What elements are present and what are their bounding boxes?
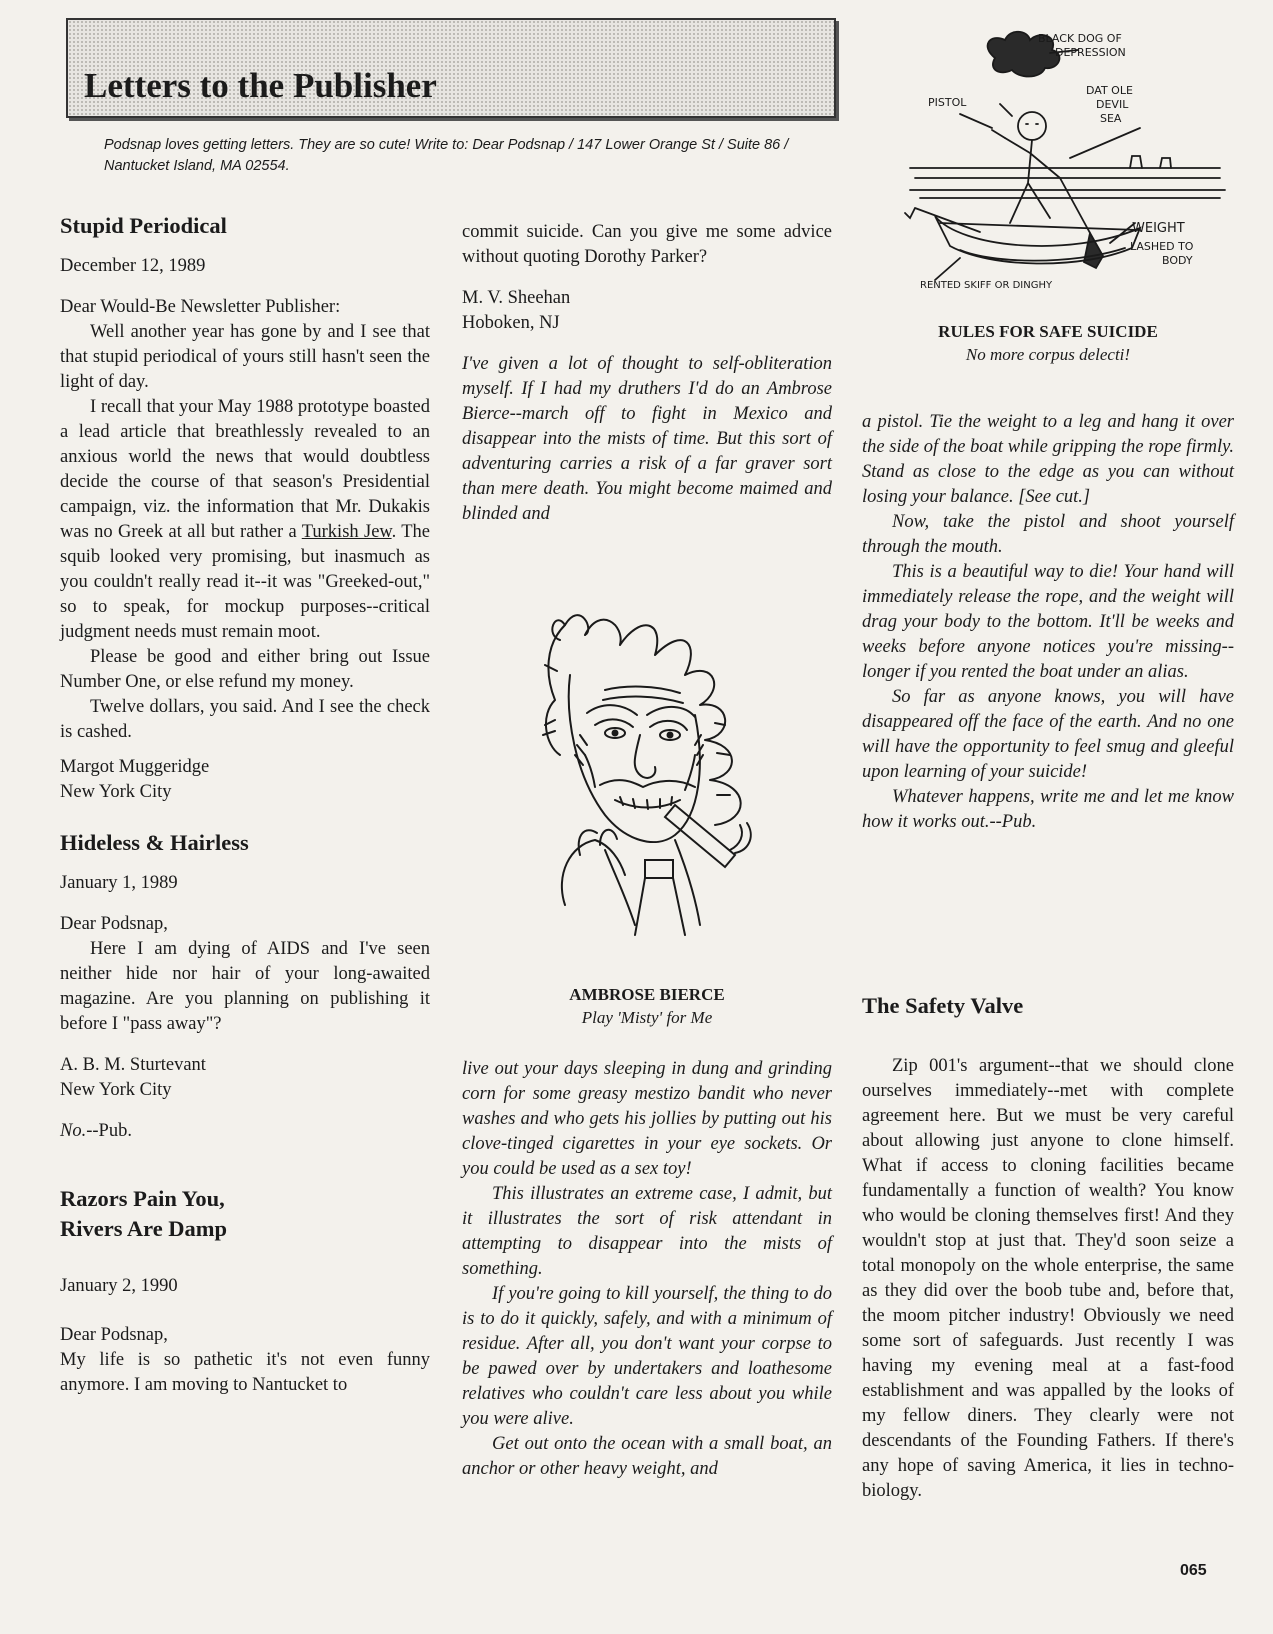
reply-p2: This illustrates an extreme case, I admit, but it illustrates the sort of risk attendant in attempting to disappear into the mists of something. (462, 1184, 832, 1279)
letter1-p1: Well another year has gone by and I see that that stupid periodical of yours still hasn't seen the light of day. (60, 322, 430, 392)
reply-p8: Whatever happens, write me and let me know how it works out.--Pub. (862, 787, 1234, 832)
letter1-p3: Please be good and either bring out Issue Number One, or else refund my money. (60, 647, 430, 692)
cartoon-label-dog-2: DEPRESSION (1055, 46, 1126, 59)
letter1-salutation: Dear Would-Be Newsletter Publisher: (60, 297, 341, 317)
cartoon-label-weight-2: LASHED TO (1130, 240, 1194, 253)
letter3-signature-name: M. V. Sheehan (462, 288, 571, 308)
cartoon-label-sea-1: DAT OLE (1086, 84, 1133, 97)
letter1-date: December 12, 1989 (60, 256, 206, 276)
cartoon-label-pistol: PISTOL (928, 96, 967, 109)
cartoon-label-weight-1: WEIGHT (1132, 221, 1185, 236)
reply-p4-continued: a pistol. Tie the weight to a leg and hang it over the side of the boat while gripping the rope firmly. Stand as close to the edge as you can without losing your balance. [See cut.] (862, 412, 1234, 507)
letter1-signature-name: Margot Muggeridge (60, 757, 210, 777)
letter2-p1: Here I am dying of AIDS and I've seen neither hide nor hair of your long-awaited magazine. Are you planning on publishing it before I "pass away"? (60, 939, 430, 1034)
underlined-phrase: Turkish Jew (301, 522, 392, 542)
cartoon-label-skiff: RENTED SKIFF OR DINGHY (920, 280, 1053, 291)
column-3 (862, 410, 1234, 835)
page-number: 065 (1180, 1562, 1207, 1579)
column-2-lower (462, 1057, 832, 1482)
reply-p4: Get out onto the ocean with a small boat, an anchor or other heavy weight, and (462, 1434, 832, 1479)
bierce-caption-subtitle: Play 'Misty' for Me (581, 1008, 713, 1027)
reply-p7: So far as anyone knows, you will have disappeared off the face of the earth. And no one will have the opportunity to feel smug and gleeful upon learning of your suicide! (862, 687, 1234, 782)
letter1-p2: I recall that your May 1988 prototype boasted a lead article that breathlessly revealed to an anxious world the news that would doubtless decide the course of that season's Presidential campaign, viz. the information that Mr. Dukakis was no Greek at all but rather a Turkish Jew. The squib looked very promising, but inasmuch as you couldn't really read it--it was "Greeked-out," so to speak, for mockup purposes--critical judgment needs must remain moot. (60, 397, 430, 642)
intro-text: Podsnap loves getting letters. They are so cute! Write to: Dear Podsnap / 147 Lower Orange St / Suite 86 / Nantucket Island, MA 02554. (104, 137, 789, 174)
letter3-p1-continued: commit suicide. Can you give me some advice without quoting Dorothy Parker? (462, 222, 832, 267)
letter1-signature-place: New York City (60, 782, 172, 802)
letter4-p1: Zip 001's argument--that we should clone ourselves immediately--met with complete agreement here. But we must be very careful about allowing just anyone to clone himself. What if access to cloning facilities became fundamentally a function of wealth? You know who would be cloning themselves first! And they wouldn't stop at just that. They'd soon seize a total monopoly on the whole enterprise, the same as they did over the boob tube and, before that, the moom pitcher industry! Obviously we need some sort of safeguards. Just recently I was having my evening meal at a fast-food establishment and was appalled by the looks of my fellow diners. They clearly were not descendants of the Founding Fathers. If there's any hope of saving America, it lies in techno-biology. (862, 1056, 1234, 1501)
letter2-reply: No.--Pub. (60, 1121, 132, 1141)
letter3-salutation: Dear Podsnap, (60, 1325, 168, 1345)
letter3-p1: My life is so pathetic it's not even funny anymore. I am moving to Nantucket to (60, 1350, 430, 1395)
cartoon-caption-subtitle: No more corpus delecti! (965, 345, 1131, 364)
column-2 (462, 220, 832, 527)
reply-p6: This is a beautiful way to die! Your hand will immediately release the rope, and the weight will drag your body to the bottom. It'll be weeks and weeks before anyone notices you're missing--longer if you rented the boat under an alias. (862, 562, 1234, 682)
reply-p1-continued: live out your days sleeping in dung and grinding corn for some greasy mestizo bandit who never washes and who gets his jollies by putting out his clove-tinged cigarettes in your eye sockets. Or you could be used as a sex toy! (462, 1059, 832, 1179)
letter1-p4: Twelve dollars, you said. And I see the check is cashed. (60, 697, 430, 742)
cartoon-label-sea-2: DEVIL (1096, 98, 1129, 111)
letter3-date: January 2, 1990 (60, 1276, 178, 1296)
cartoon-label-weight-3: BODY (1162, 254, 1193, 267)
letter2-date: January 1, 1989 (60, 873, 178, 893)
letter3-signature-place: Hoboken, NJ (462, 313, 560, 333)
ambrose-bierce-illustration (525, 605, 800, 940)
bierce-caption-title: AMBROSE BIERCE (569, 985, 725, 1004)
letter2-signature-name: A. B. M. Sturtevant (60, 1055, 206, 1075)
letter2-salutation: Dear Podsnap, (60, 914, 168, 934)
cartoon-caption (862, 320, 1234, 366)
letter4-heading: The Safety Valve (862, 993, 1024, 1018)
letter3-heading: Razors Pain You, Rivers Are Damp (60, 1186, 228, 1241)
reply-p1: I've given a lot of thought to self-obliteration myself. If I had my druthers I'd do an Ambrose Bierce--march off to fight in Mexico and disappear into the mists of time. But this sort of adventuring carries a risk of a far graver sort than mere death. You might become maimed and blinded and (462, 354, 832, 524)
reply-p5: Now, take the pistol and shoot yourself through the mouth. (862, 512, 1234, 557)
page-title: Letters to the Publisher (84, 66, 437, 105)
letter2-heading: Hideless & Hairless (60, 830, 249, 855)
letter1-heading: Stupid Periodical (60, 213, 227, 238)
column-1 (60, 212, 430, 1398)
cartoon-label-dog-1: BLACK DOG OF (1038, 32, 1122, 45)
bierce-caption (462, 983, 832, 1029)
letter2-signature-place: New York City (60, 1080, 172, 1100)
safe-suicide-cartoon (900, 18, 1240, 300)
cartoon-caption-title: RULES FOR SAFE SUICIDE (938, 322, 1158, 341)
column-3-lower (862, 992, 1234, 1504)
cartoon-label-sea-3: SEA (1100, 112, 1122, 125)
reply-p3: If you're going to kill yourself, the thing to do is to do it quickly, safely, and with a minimum of residue. After all, you don't want your corpse to be pawed over by undertakers and loathesome relatives who couldn't care less about you while you were alive. (462, 1284, 832, 1429)
